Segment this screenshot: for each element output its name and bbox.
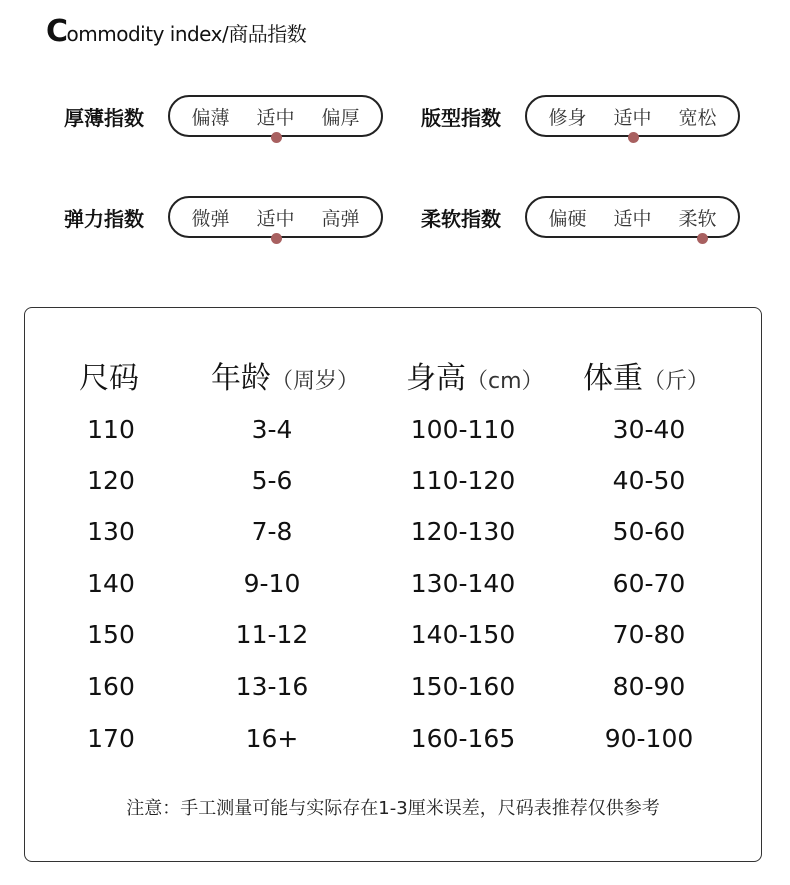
cell-height: 110-120 (410, 466, 516, 495)
index-marker-dot (271, 132, 282, 143)
header-size: 尺码 (79, 361, 139, 396)
title-text: ommodity index/商品指数 (66, 22, 307, 46)
index-scale (168, 196, 383, 238)
index-option: 宽松 (678, 106, 717, 129)
cell-height: 120-130 (410, 517, 516, 546)
index-softness (421, 196, 740, 238)
index-scale (525, 196, 740, 238)
index-option: 适中 (613, 106, 652, 129)
index-scale (525, 95, 740, 137)
cell-weight: 60-70 (612, 569, 686, 598)
cell-age: 9-10 (243, 569, 301, 598)
cell-size: 140 (87, 569, 135, 598)
cell-age: 16+ (245, 724, 299, 753)
cell-weight: 40-50 (612, 466, 686, 495)
cell-size: 110 (87, 415, 135, 444)
index-marker-dot (628, 132, 639, 143)
cell-weight: 70-80 (612, 620, 686, 649)
index-thickness (64, 95, 383, 137)
cell-height: 130-140 (410, 569, 516, 598)
cell-age: 13-16 (235, 672, 309, 701)
cell-age: 11-12 (235, 620, 309, 649)
cell-age: 5-6 (251, 466, 293, 495)
index-marker-dot (697, 233, 708, 244)
header-weight: 体重（斤） (583, 361, 710, 396)
cell-size: 170 (87, 724, 135, 753)
index-marker-dot (271, 233, 282, 244)
page-title (46, 14, 306, 49)
cell-height: 150-160 (410, 672, 516, 701)
cell-weight: 50-60 (612, 517, 686, 546)
header-height: 身高（cm） (406, 361, 544, 396)
cell-size: 120 (87, 466, 135, 495)
index-option: 高弹 (321, 207, 360, 230)
index-option: 适中 (613, 207, 652, 230)
title-initial: C (46, 14, 68, 49)
index-option: 偏硬 (548, 207, 587, 230)
cell-weight: 80-90 (612, 672, 686, 701)
index-fit (421, 95, 740, 137)
index-elasticity (64, 196, 383, 238)
index-option: 柔软 (678, 207, 717, 230)
size-chart-card (24, 307, 762, 862)
index-label: 版型指数 (421, 105, 501, 130)
header-age: 年龄（周岁） (211, 361, 360, 396)
cell-height: 160-165 (410, 724, 516, 753)
cell-size: 160 (87, 672, 135, 701)
index-label: 弹力指数 (64, 206, 144, 231)
cell-weight: 30-40 (612, 415, 686, 444)
cell-size: 130 (87, 517, 135, 546)
index-option: 适中 (256, 207, 295, 230)
index-option: 适中 (256, 106, 295, 129)
index-label: 厚薄指数 (64, 105, 144, 130)
index-option: 修身 (548, 106, 587, 129)
index-scale (168, 95, 383, 137)
cell-age: 7-8 (251, 517, 293, 546)
cell-height: 100-110 (410, 415, 516, 444)
cell-weight: 90-100 (604, 724, 694, 753)
index-label: 柔软指数 (421, 206, 501, 231)
measurement-note: 注意：手工测量可能与实际存在1-3厘米误差，尺码表推荐仅供参考 (126, 798, 660, 819)
cell-age: 3-4 (251, 415, 293, 444)
index-option: 微弹 (191, 207, 230, 230)
cell-size: 150 (87, 620, 135, 649)
index-option: 偏薄 (191, 106, 230, 129)
cell-height: 140-150 (410, 620, 516, 649)
index-option: 偏厚 (321, 106, 360, 129)
